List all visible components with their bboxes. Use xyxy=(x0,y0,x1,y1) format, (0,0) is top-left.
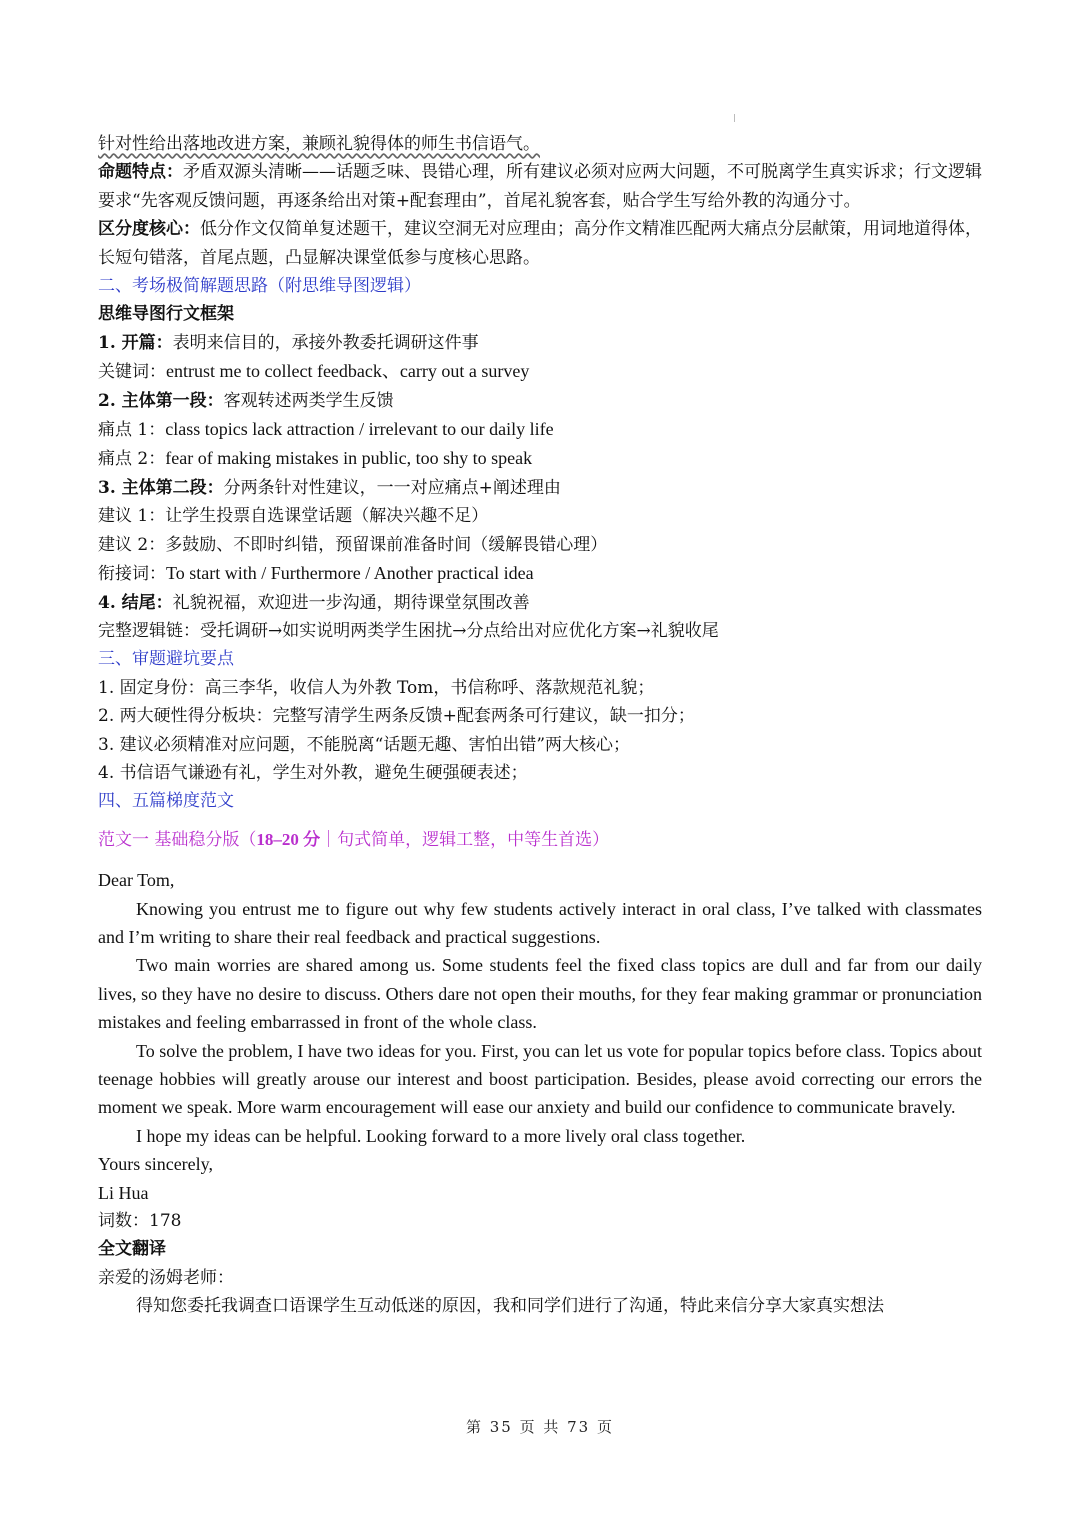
distinction-paragraph xyxy=(98,215,982,272)
framework-item-text: fear of making mistakes in public, too shy to speak xyxy=(165,448,533,469)
framework-item-text: entrust me to collect feedback、carry out a survey xyxy=(166,361,530,382)
letter-paragraph: I hope my ideas can be helpful. Looking forward to a more lively oral class together. xyxy=(136,1125,746,1146)
features-label: 命题特点： xyxy=(98,162,183,183)
framework-item xyxy=(98,559,982,588)
framework-item-label: 关键词： xyxy=(98,362,166,383)
section4-heading: 四、五篇梯度范文 xyxy=(98,791,234,812)
distinction-text: 低分作文仅简单复述题干，建议空洞无对应理由；高分作文精准匹配两大痛点分层献策，用词地道得体，长短句错落，首尾点题，凸显解决课堂低参与度核心思路。 xyxy=(98,219,982,268)
intro-line-text: 针对性给出落地改进方案，兼顾礼貌得体的师生书信语气。 xyxy=(98,134,540,154)
framework-item xyxy=(98,589,982,617)
framework-item-text: class topics lack attraction / irrelevant to our daily life xyxy=(165,419,554,440)
framework-item-label: 痛点 2： xyxy=(98,449,166,470)
translation-title: 全文翻译 xyxy=(98,1239,166,1260)
framework-item xyxy=(98,329,982,357)
framework-item-label: 建议 2： xyxy=(98,534,166,555)
framework-item xyxy=(98,387,982,415)
framework-item xyxy=(98,444,982,473)
letter-closing: Yours sincerely, xyxy=(98,1154,213,1175)
letter-greeting: Dear Tom, xyxy=(98,870,175,891)
framework-item-label: 3. 主体第二段： xyxy=(98,477,224,498)
framework-item-label: 2. 主体第一段： xyxy=(98,390,224,411)
framework-item xyxy=(98,357,982,386)
scan-mark xyxy=(734,114,735,122)
framework-item-label: 4. 结尾： xyxy=(98,592,173,613)
letter-signature: Li Hua xyxy=(98,1182,149,1203)
section2-heading: 二、考场极简解题思路（附思维导图逻辑） xyxy=(98,276,421,297)
framework-title: 思维导图行文框架 xyxy=(98,304,234,325)
framework-item-label: 痛点 1： xyxy=(98,420,166,441)
translation-first-line: 得知您委托我调查口语课学生互动低迷的原因，我和同学们进行了沟通，特此来信分享大家真实想法 xyxy=(136,1296,884,1317)
page-footer: 第 35 页 共 73 页 xyxy=(465,1418,614,1436)
translation-greeting: 亲爱的汤姆老师： xyxy=(98,1267,234,1288)
features-paragraph xyxy=(98,158,982,215)
sample-title xyxy=(98,826,982,854)
sample-title-score: 18–20 分 xyxy=(256,829,321,849)
distinction-label: 区分度核心： xyxy=(98,219,200,240)
pitfall-item: 3. 建议必须精准对应问题，不能脱离“话题无趣、害怕出错”两大核心； xyxy=(98,734,631,755)
framework-item xyxy=(98,531,982,559)
framework-item-text: 受托调研→如实说明两类学生困扰→分点给出对应优化方案→礼貌收尾 xyxy=(200,620,719,641)
framework-item xyxy=(98,415,982,444)
sample-title-part-b: ｜句式简单，逻辑工整，中等生首选） xyxy=(320,829,610,850)
letter-paragraph: To solve the problem, I have two ideas for you. First, you can let us vote for popular topics before class. Topics about teenage hobbies will greatly arouse our interest and boost participation. Besides, please avoid correcting our errors the moment we speak. More warm encouragement will ease our anxiety and build our confidence to communicate bravely. xyxy=(98,1040,982,1118)
framework-item-text: 多鼓励、不即时纠错，预留课前准备时间（缓解畏错心理） xyxy=(165,534,608,555)
letter-paragraph: Two main worries are shared among us. Some students feel the fixed class topics are dull and far from our daily lives, so they have no desire to discuss. Others dare not open their mouths, for they fear making grammar or pronunciation mistakes and feeling embarrassed in front of the whole class. xyxy=(98,955,982,1033)
section3-heading: 三、审题避坑要点 xyxy=(98,649,234,670)
document-page xyxy=(98,130,982,1321)
pitfall-item: 2. 两大硬性得分板块：完整写清学生两条反馈+配套两条可行建议，缺一扣分； xyxy=(98,706,695,727)
framework-item xyxy=(98,617,982,645)
pitfall-item: 1. 固定身份：高三李华，收信人为外教 Tom，书信称呼、落款规范礼貌； xyxy=(98,677,655,698)
framework-item xyxy=(98,474,982,502)
letter-paragraph: Knowing you entrust me to figure out why few students actively interact in oral class, I’ve talked with classmates and I’m writing to share their real feedback and practical suggestions. xyxy=(98,898,982,947)
framework-item-text: 客观转述两类学生反馈 xyxy=(223,390,394,411)
framework-item-text: 表明来信目的，承接外教委托调研这件事 xyxy=(172,332,479,353)
framework-item-label: 衔接词： xyxy=(98,564,166,585)
framework-item-text: 礼貌祝福，欢迎进一步沟通，期待课堂氛围改善 xyxy=(172,592,530,613)
framework-item-label: 完整逻辑链： xyxy=(98,620,200,641)
framework-item-text: 让学生投票自选课堂话题（解决兴趣不足） xyxy=(165,506,489,527)
sample-title-part-a: 范文一 基础稳分版（ xyxy=(98,829,257,850)
framework-item-label: 建议 1： xyxy=(98,506,166,527)
framework-item-text: 分两条针对性建议，一一对应痛点+阐述理由 xyxy=(223,477,561,498)
pitfall-item: 4. 书信语气谦逊有礼，学生对外教，避免生硬强硬表述； xyxy=(98,762,528,783)
framework-item-label: 1. 开篇： xyxy=(98,332,173,353)
framework-item-text: To start with / Furthermore / Another practical idea xyxy=(166,563,534,584)
intro-line xyxy=(98,130,982,158)
features-text: 矛盾双源头清晰——话题乏味、畏错心理，所有建议必须对应两大问题，不可脱离学生真实诉求；行文逻辑要求“先客观反馈问题，再逐条给出对策+配套理由”，首尾礼貌客套，贴合学生写给外教的沟通分寸。 xyxy=(98,162,982,211)
framework-item xyxy=(98,502,982,530)
word-count: 词数：178 xyxy=(98,1211,182,1232)
